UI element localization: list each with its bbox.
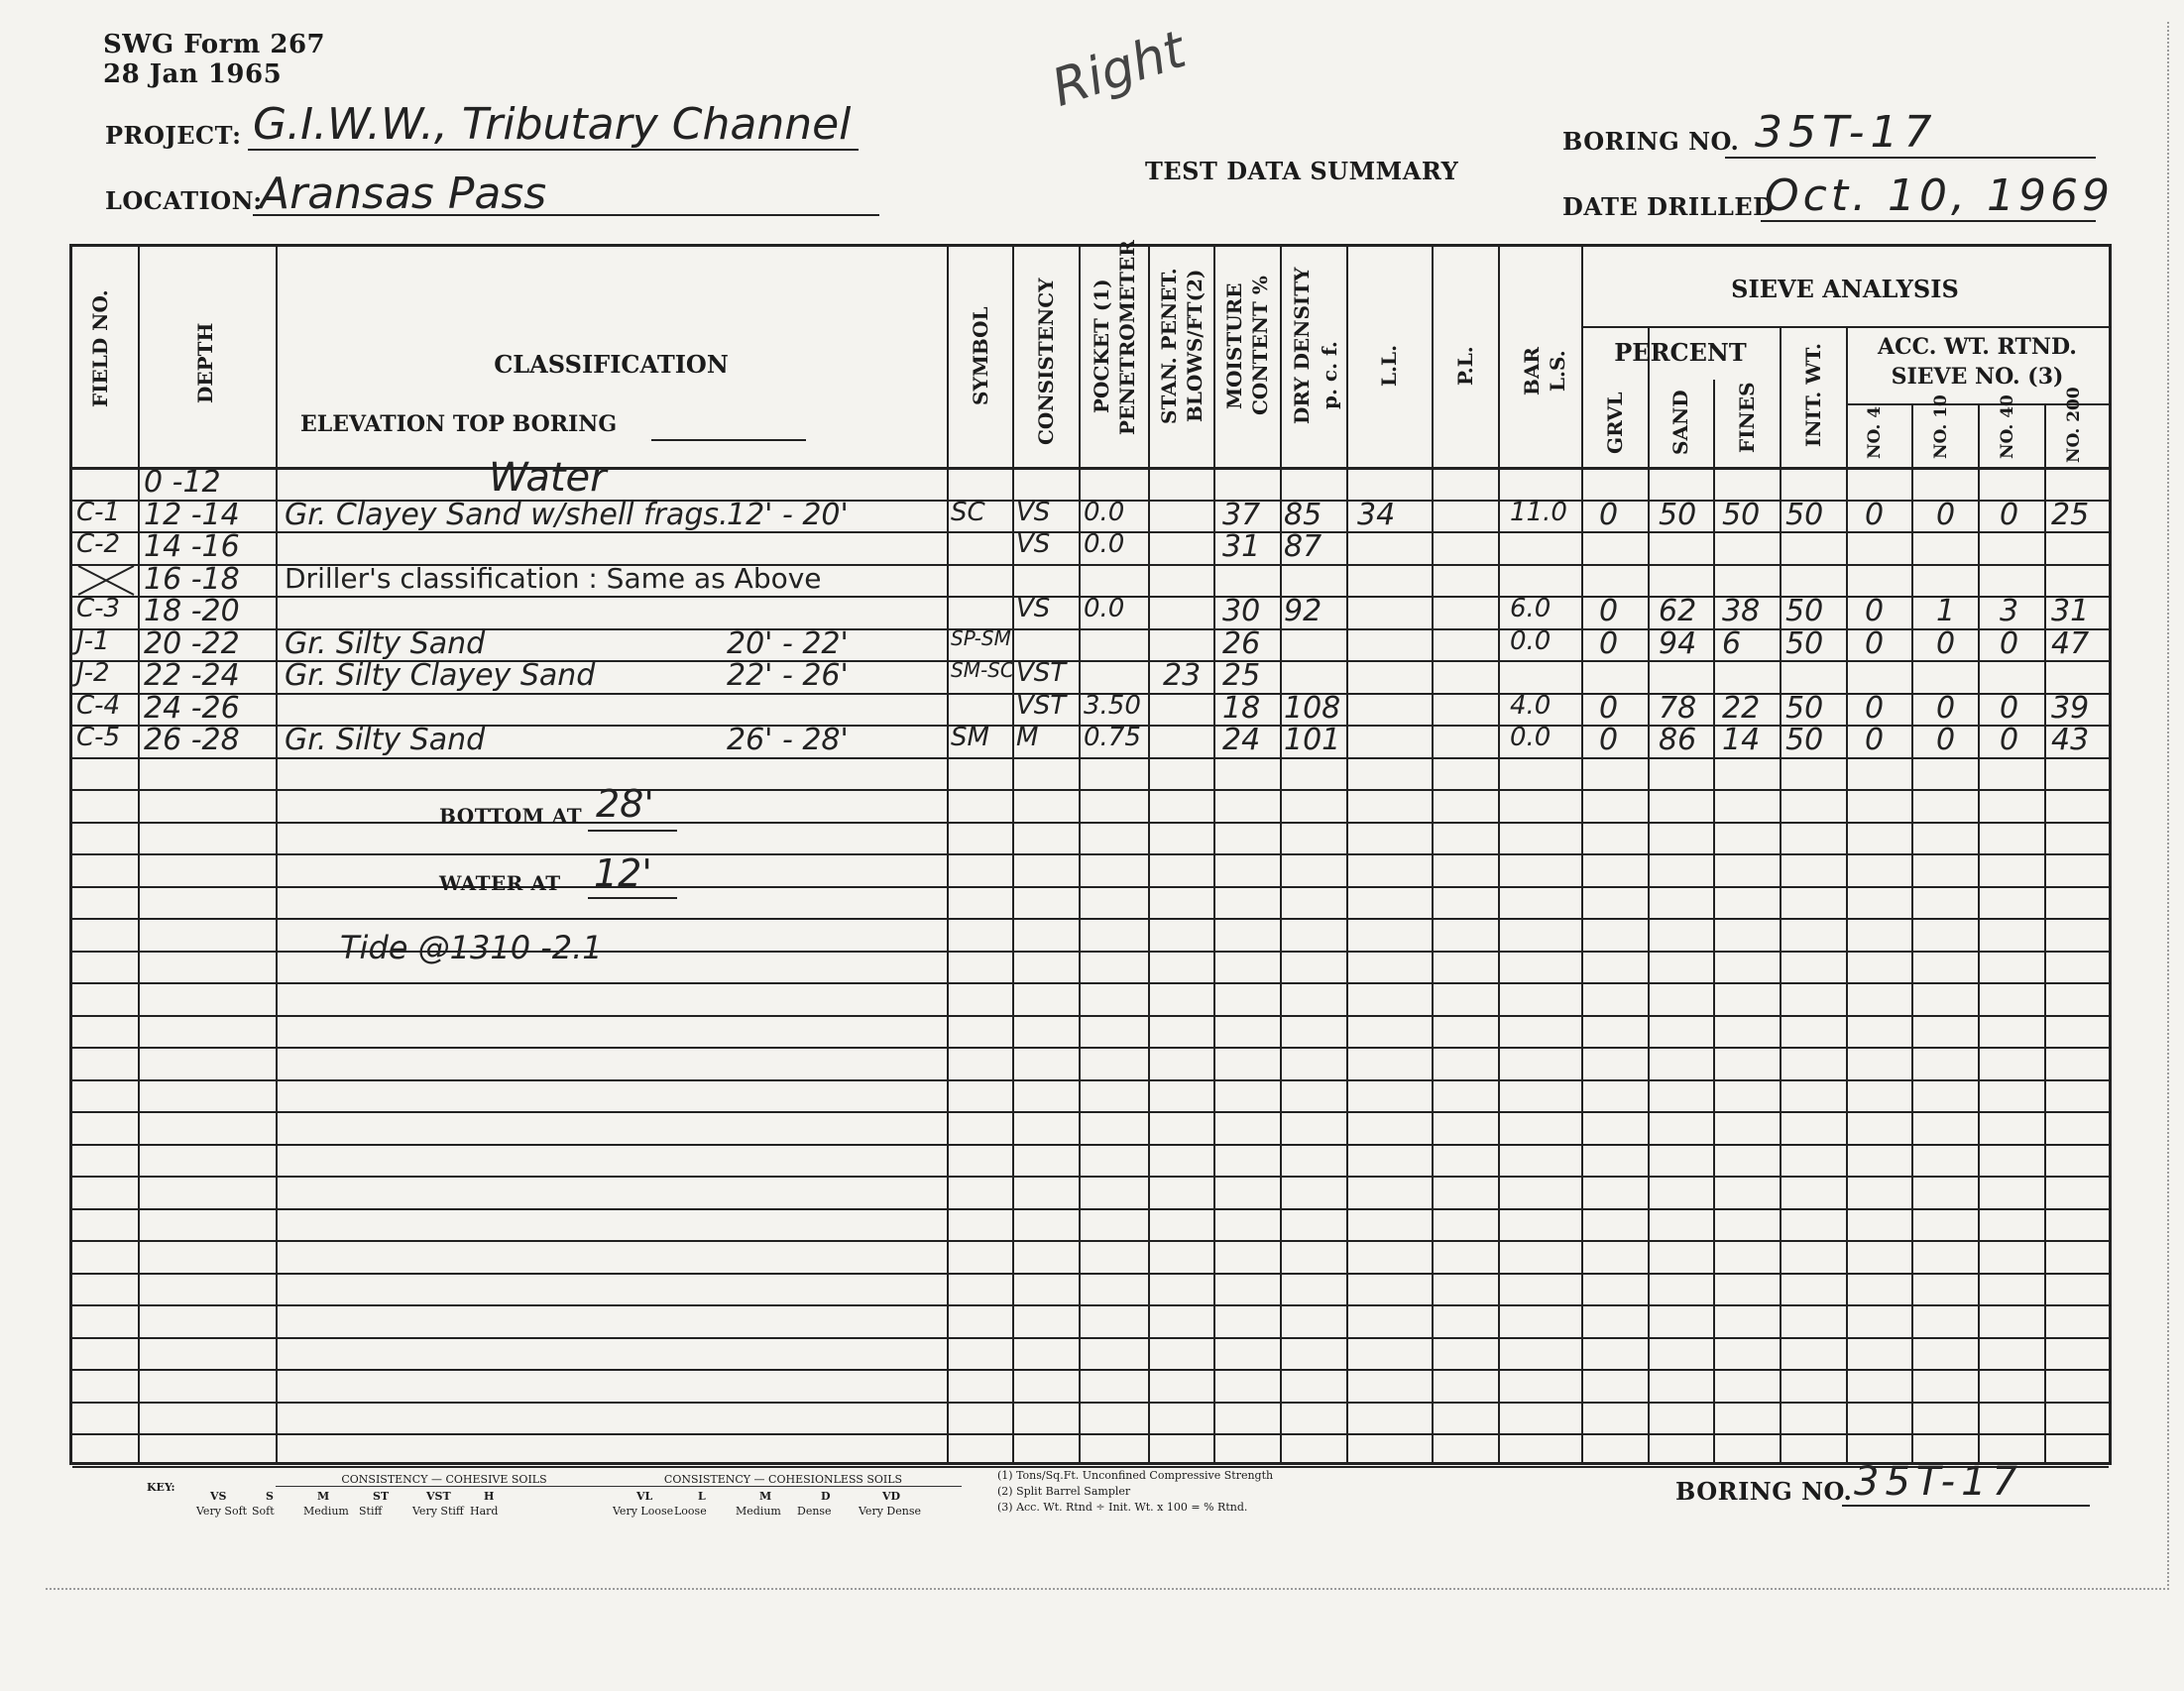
moisture-cell: 24 (1222, 723, 1261, 757)
no200-cell: 43 (2051, 723, 2090, 757)
row-line (72, 789, 2109, 791)
bar-ls-cell: 6.0 (1510, 594, 1552, 623)
elevation-blank (651, 439, 806, 441)
ll-cell: 34 (1357, 497, 1396, 532)
fines-cell: 6 (1722, 625, 1742, 661)
col-head-bar: BAR (1520, 346, 1544, 395)
col-head-content: CONTENT % (1248, 276, 1272, 416)
col-head-pocket: POCKET (1) (1090, 279, 1113, 413)
consistency-cell: VST (1016, 658, 1067, 688)
consistency-cell: VS (1016, 529, 1051, 559)
no10-cell: 0 (1936, 625, 1956, 661)
sand-cell: 86 (1659, 723, 1697, 757)
project-label: PROJECT: (105, 121, 242, 150)
key-cohesionless-code: L (698, 1490, 706, 1503)
init-wt-cell: 50 (1785, 497, 1824, 532)
col-head-classification: CLASSIFICATION (494, 350, 729, 379)
row-line (72, 982, 2109, 984)
water-underline (588, 897, 677, 899)
key-note-1: (1) Tons/Sq.Ft. Unconfined Compressive Strength (997, 1469, 1274, 1482)
field-no-cell: C-4 (76, 690, 121, 721)
no4-cell: 0 (1865, 497, 1885, 532)
depth-cell: 16 -18 (144, 561, 240, 597)
consistency-cell: VS (1016, 497, 1051, 527)
dry-density-cell: 108 (1284, 690, 1341, 726)
range-cell: 26' - 28' (727, 723, 849, 757)
form-date: 28 Jan 1965 (103, 59, 283, 89)
col-head-consistency: CONSISTENCY (1034, 278, 1058, 446)
boring-underline (1725, 157, 2096, 159)
dry-density-cell: 101 (1284, 723, 1341, 757)
pocket-cell: 0.0 (1084, 594, 1125, 623)
footer-boring-underline (1842, 1505, 2090, 1507)
no40-cell: 0 (2000, 723, 2019, 757)
no10-cell: 1 (1936, 594, 1956, 628)
col-head-no10: NO. 10 (1931, 395, 1951, 459)
no200-cell: 39 (2051, 690, 2090, 726)
range-cell: 12' - 20' (727, 497, 849, 532)
col-head-no40: NO. 40 (1998, 395, 2017, 459)
col-head-pcf: p. c. f. (1318, 341, 1341, 410)
row-line (72, 1337, 2109, 1339)
col-head-depth: DEPTH (193, 322, 217, 403)
col-line (1978, 403, 1980, 1462)
moisture-cell: 30 (1222, 594, 1261, 628)
field-no-cell: C-2 (76, 529, 121, 559)
depth-cell: 24 -26 (144, 690, 240, 726)
key-note-2: (2) Split Barrel Sampler (997, 1485, 1131, 1498)
row-line (72, 1240, 2109, 1242)
col-line (1713, 380, 1715, 1462)
location-label: LOCATION: (105, 186, 263, 215)
depth-cell: 12 -14 (144, 497, 240, 532)
project-value: G.I.W.W., Tributary Channel (253, 99, 852, 150)
grvl-cell: 0 (1599, 723, 1619, 757)
classification-cell: Gr. Silty Sand (285, 625, 486, 661)
init-wt-cell: 50 (1785, 594, 1824, 628)
bar-ls-cell: 11.0 (1510, 497, 1567, 527)
dry-density-cell: 87 (1284, 529, 1322, 564)
no40-cell: 0 (2000, 690, 2019, 726)
col-head-penetrometer: PENETROMETER (1115, 240, 1139, 435)
row-line (72, 1402, 2109, 1404)
row-line (72, 822, 2109, 824)
fines-cell: 50 (1722, 497, 1761, 532)
col-head-stan-penet: STAN. PENET. (1157, 268, 1181, 424)
location-value: Aransas Pass (260, 169, 547, 219)
col-head-ll: L.L. (1377, 344, 1401, 388)
col-head-acc-wt: ACC. WT. RTND. (1878, 334, 2077, 360)
range-cell: 22' - 26' (727, 658, 849, 693)
moisture-cell: 37 (1222, 497, 1261, 532)
depth-cell: 0 -12 (144, 465, 221, 500)
signature: Right (1045, 20, 1193, 119)
col-head-blows: BLOWS/FT(2) (1183, 269, 1207, 423)
pocket-cell: 0.0 (1084, 529, 1125, 559)
pocket-cell: 3.50 (1084, 690, 1141, 721)
col-head-elevation: ELEVATION TOP BORING (300, 411, 618, 437)
row-line (72, 918, 2109, 920)
classification-cell: Gr. Clayey Sand w/shell frags. (285, 497, 729, 532)
key-cohesionless-code: M (759, 1490, 772, 1503)
key-cohesionless-code: D (821, 1490, 831, 1503)
header-bottom-line (72, 467, 2109, 470)
key-cohesive-title: CONSISTENCY — COHESIVE SOILS (276, 1473, 613, 1487)
key-cohesive-code: H (484, 1490, 495, 1503)
key-note-3: (3) Acc. Wt. Rtnd ÷ Init. Wt. x 100 = % Rtnd. (997, 1501, 1248, 1514)
field-no-cell: C-3 (76, 594, 121, 623)
bar-ls-cell: 0.0 (1510, 723, 1552, 752)
row-line (72, 1208, 2109, 1210)
moisture-cell: 18 (1222, 690, 1261, 726)
field-no-cell: J-1 (76, 625, 110, 656)
init-wt-cell: 50 (1785, 723, 1824, 757)
key-cohesionless-title: CONSISTENCY — COHESIONLESS SOILS (605, 1473, 962, 1487)
no200-cell: 25 (2051, 497, 2090, 532)
symbol-cell: SC (951, 497, 985, 527)
moisture-cell: 31 (1222, 529, 1261, 564)
pocket-cell: 0.75 (1084, 723, 1141, 752)
col-line (1846, 326, 1848, 1462)
depth-cell: 14 -16 (144, 529, 240, 564)
col-head-sieve-no: SIEVE NO. (3) (1891, 364, 2064, 390)
field-no-cell: C-1 (76, 497, 121, 527)
boring-label: BORING NO. (1562, 127, 1740, 156)
no40-cell: 3 (2000, 594, 2019, 628)
depth-cell: 22 -24 (144, 658, 240, 693)
key-cohesive-code: VST (426, 1490, 451, 1503)
key-cohesive-code: S (266, 1490, 274, 1503)
col-head-no4: NO. 4 (1865, 405, 1885, 459)
key-cohesive-name: Hard (470, 1505, 499, 1518)
init-wt-cell: 50 (1785, 625, 1824, 661)
form-title: TEST DATA SUMMARY (1145, 157, 1459, 185)
symbol-cell: SM (951, 723, 989, 752)
consistency-cell: VS (1016, 594, 1051, 623)
key-cohesive-name: Soft (252, 1505, 275, 1518)
consistency-cell: M (1016, 723, 1039, 752)
field-no-cell: J-2 (76, 658, 110, 688)
col-head-init-wt: INIT. WT. (1801, 343, 1825, 448)
row-line (72, 853, 2109, 855)
row-line (72, 1015, 2109, 1017)
stan-penet-cell: 23 (1163, 658, 1202, 693)
water-label: WATER AT (439, 871, 561, 895)
col-head-ls: L.S. (1546, 350, 1569, 392)
init-wt-cell: 50 (1785, 690, 1824, 726)
key-cohesionless-code: VD (882, 1490, 901, 1503)
depth-cell: 20 -22 (144, 625, 240, 661)
date-drilled-label: DATE DRILLED (1562, 192, 1775, 221)
fines-cell: 22 (1722, 690, 1761, 726)
key-cohesive-name: Medium (303, 1505, 349, 1518)
row-line (72, 1433, 2109, 1435)
col-line (2044, 403, 2046, 1462)
boring-value: 35T-17 (1755, 107, 1938, 158)
grvl-cell: 0 (1599, 690, 1619, 726)
col-head-percent: PERCENT (1614, 338, 1747, 367)
col-head-sieve-analysis: SIEVE ANALYSIS (1731, 275, 1959, 303)
col-head-pl: P.L. (1453, 346, 1477, 386)
pocket-cell: 0.0 (1084, 497, 1125, 527)
tide-note: Tide @1310 -2.1 (340, 929, 603, 966)
date-drilled-value: Oct. 10, 1969 (1765, 170, 2114, 221)
col-line (1911, 403, 1913, 1462)
bottom-value: 28' (596, 782, 654, 826)
fines-cell: 38 (1722, 594, 1761, 628)
key-cohesionless-name: Loose (674, 1505, 707, 1518)
col-head-fines: FINES (1735, 382, 1759, 453)
col-line (1780, 326, 1782, 1462)
header-line (1581, 326, 2109, 328)
key-cohesionless-name: Very Loose (613, 1505, 674, 1518)
row-line (72, 1304, 2109, 1306)
data-table (69, 240, 2112, 1465)
footer-boring-label: BORING NO. (1675, 1477, 1853, 1506)
key-cohesive-name: Very Stiff (412, 1505, 464, 1518)
no4-cell: 0 (1865, 723, 1885, 757)
no4-cell: 0 (1865, 594, 1885, 628)
col-head-field-no: FIELD NO. (88, 289, 112, 407)
classification-cell: Gr. Silty Clayey Sand (285, 658, 596, 693)
key-cohesionless-name: Very Dense (859, 1505, 921, 1518)
classification-cell: Water (489, 455, 607, 501)
location-underline (253, 214, 879, 216)
dry-density-cell: 92 (1284, 594, 1322, 628)
depth-cell: 26 -28 (144, 723, 240, 757)
no200-cell: 31 (2051, 594, 2090, 628)
key-cohesive-code: VS (210, 1490, 227, 1503)
row-line (72, 1369, 2109, 1371)
row-line (72, 1079, 2109, 1081)
classification-cell: Gr. Silty Sand (285, 723, 486, 757)
row-line (72, 886, 2109, 888)
row-line (72, 1176, 2109, 1178)
bottom-underline (588, 830, 677, 832)
footer-boring-value: 35T-17 (1854, 1459, 2023, 1505)
depth-cell: 18 -20 (144, 594, 240, 628)
project-underline (248, 149, 859, 151)
bar-ls-cell: 0.0 (1510, 625, 1552, 656)
key-cohesionless-name: Medium (736, 1505, 781, 1518)
water-value: 12' (594, 851, 652, 895)
row-line (72, 1047, 2109, 1049)
consistency-cell: VST (1016, 690, 1067, 721)
sand-cell: 50 (1659, 497, 1697, 532)
no4-cell: 0 (1865, 625, 1885, 661)
moisture-cell: 25 (1222, 658, 1261, 693)
no200-cell: 47 (2051, 625, 2090, 661)
fines-cell: 14 (1722, 723, 1761, 757)
bar-ls-cell: 4.0 (1510, 690, 1552, 721)
no4-cell: 0 (1865, 690, 1885, 726)
grvl-cell: 0 (1599, 594, 1619, 628)
row-line (72, 1144, 2109, 1146)
col-line (1648, 326, 1650, 1462)
form-number: SWG Form 267 (103, 30, 326, 59)
moisture-cell: 26 (1222, 625, 1261, 661)
no10-cell: 0 (1936, 497, 1956, 532)
row-line (72, 1273, 2109, 1275)
key-cohesionless-name: Dense (797, 1505, 832, 1518)
field-no-cell: C-5 (76, 723, 121, 752)
symbol-cell: SM-SC (951, 658, 1014, 682)
key-cohesive-name: Stiff (359, 1505, 383, 1518)
col-head-grvl: GRVL (1603, 392, 1627, 455)
no10-cell: 0 (1936, 690, 1956, 726)
sand-cell: 78 (1659, 690, 1697, 726)
key-cohesive-code: ST (373, 1490, 390, 1503)
col-head-sand: SAND (1668, 390, 1692, 455)
col-head-dry-density: DRY DENSITY (1290, 267, 1314, 425)
classification-cell: Driller's classification : Same as Above (285, 561, 822, 595)
row-line (72, 1111, 2109, 1113)
bottom-label: BOTTOM AT (439, 804, 583, 828)
key-cohesive-code: M (317, 1490, 330, 1503)
row-line (72, 1466, 2109, 1468)
symbol-cell: SP-SM (951, 625, 1011, 650)
grvl-cell: 0 (1599, 497, 1619, 532)
col-head-moisture: MOISTURE (1222, 282, 1246, 409)
sand-cell: 62 (1659, 594, 1697, 628)
void-cross-mark (76, 564, 136, 597)
key-cohesive-name: Very Soft (196, 1505, 248, 1518)
col-head-no200: NO. 200 (2064, 387, 2084, 463)
no10-cell: 0 (1936, 723, 1956, 757)
range-cell: 20' - 22' (727, 625, 849, 661)
grvl-cell: 0 (1599, 625, 1619, 661)
dry-density-cell: 85 (1284, 497, 1322, 532)
no40-cell: 0 (2000, 625, 2019, 661)
key-cohesionless-code: VL (636, 1490, 653, 1503)
key-label: KEY: (147, 1481, 175, 1494)
sand-cell: 94 (1659, 625, 1697, 661)
no40-cell: 0 (2000, 497, 2019, 532)
date-underline (1761, 220, 2096, 222)
col-head-symbol: SYMBOL (969, 306, 992, 405)
